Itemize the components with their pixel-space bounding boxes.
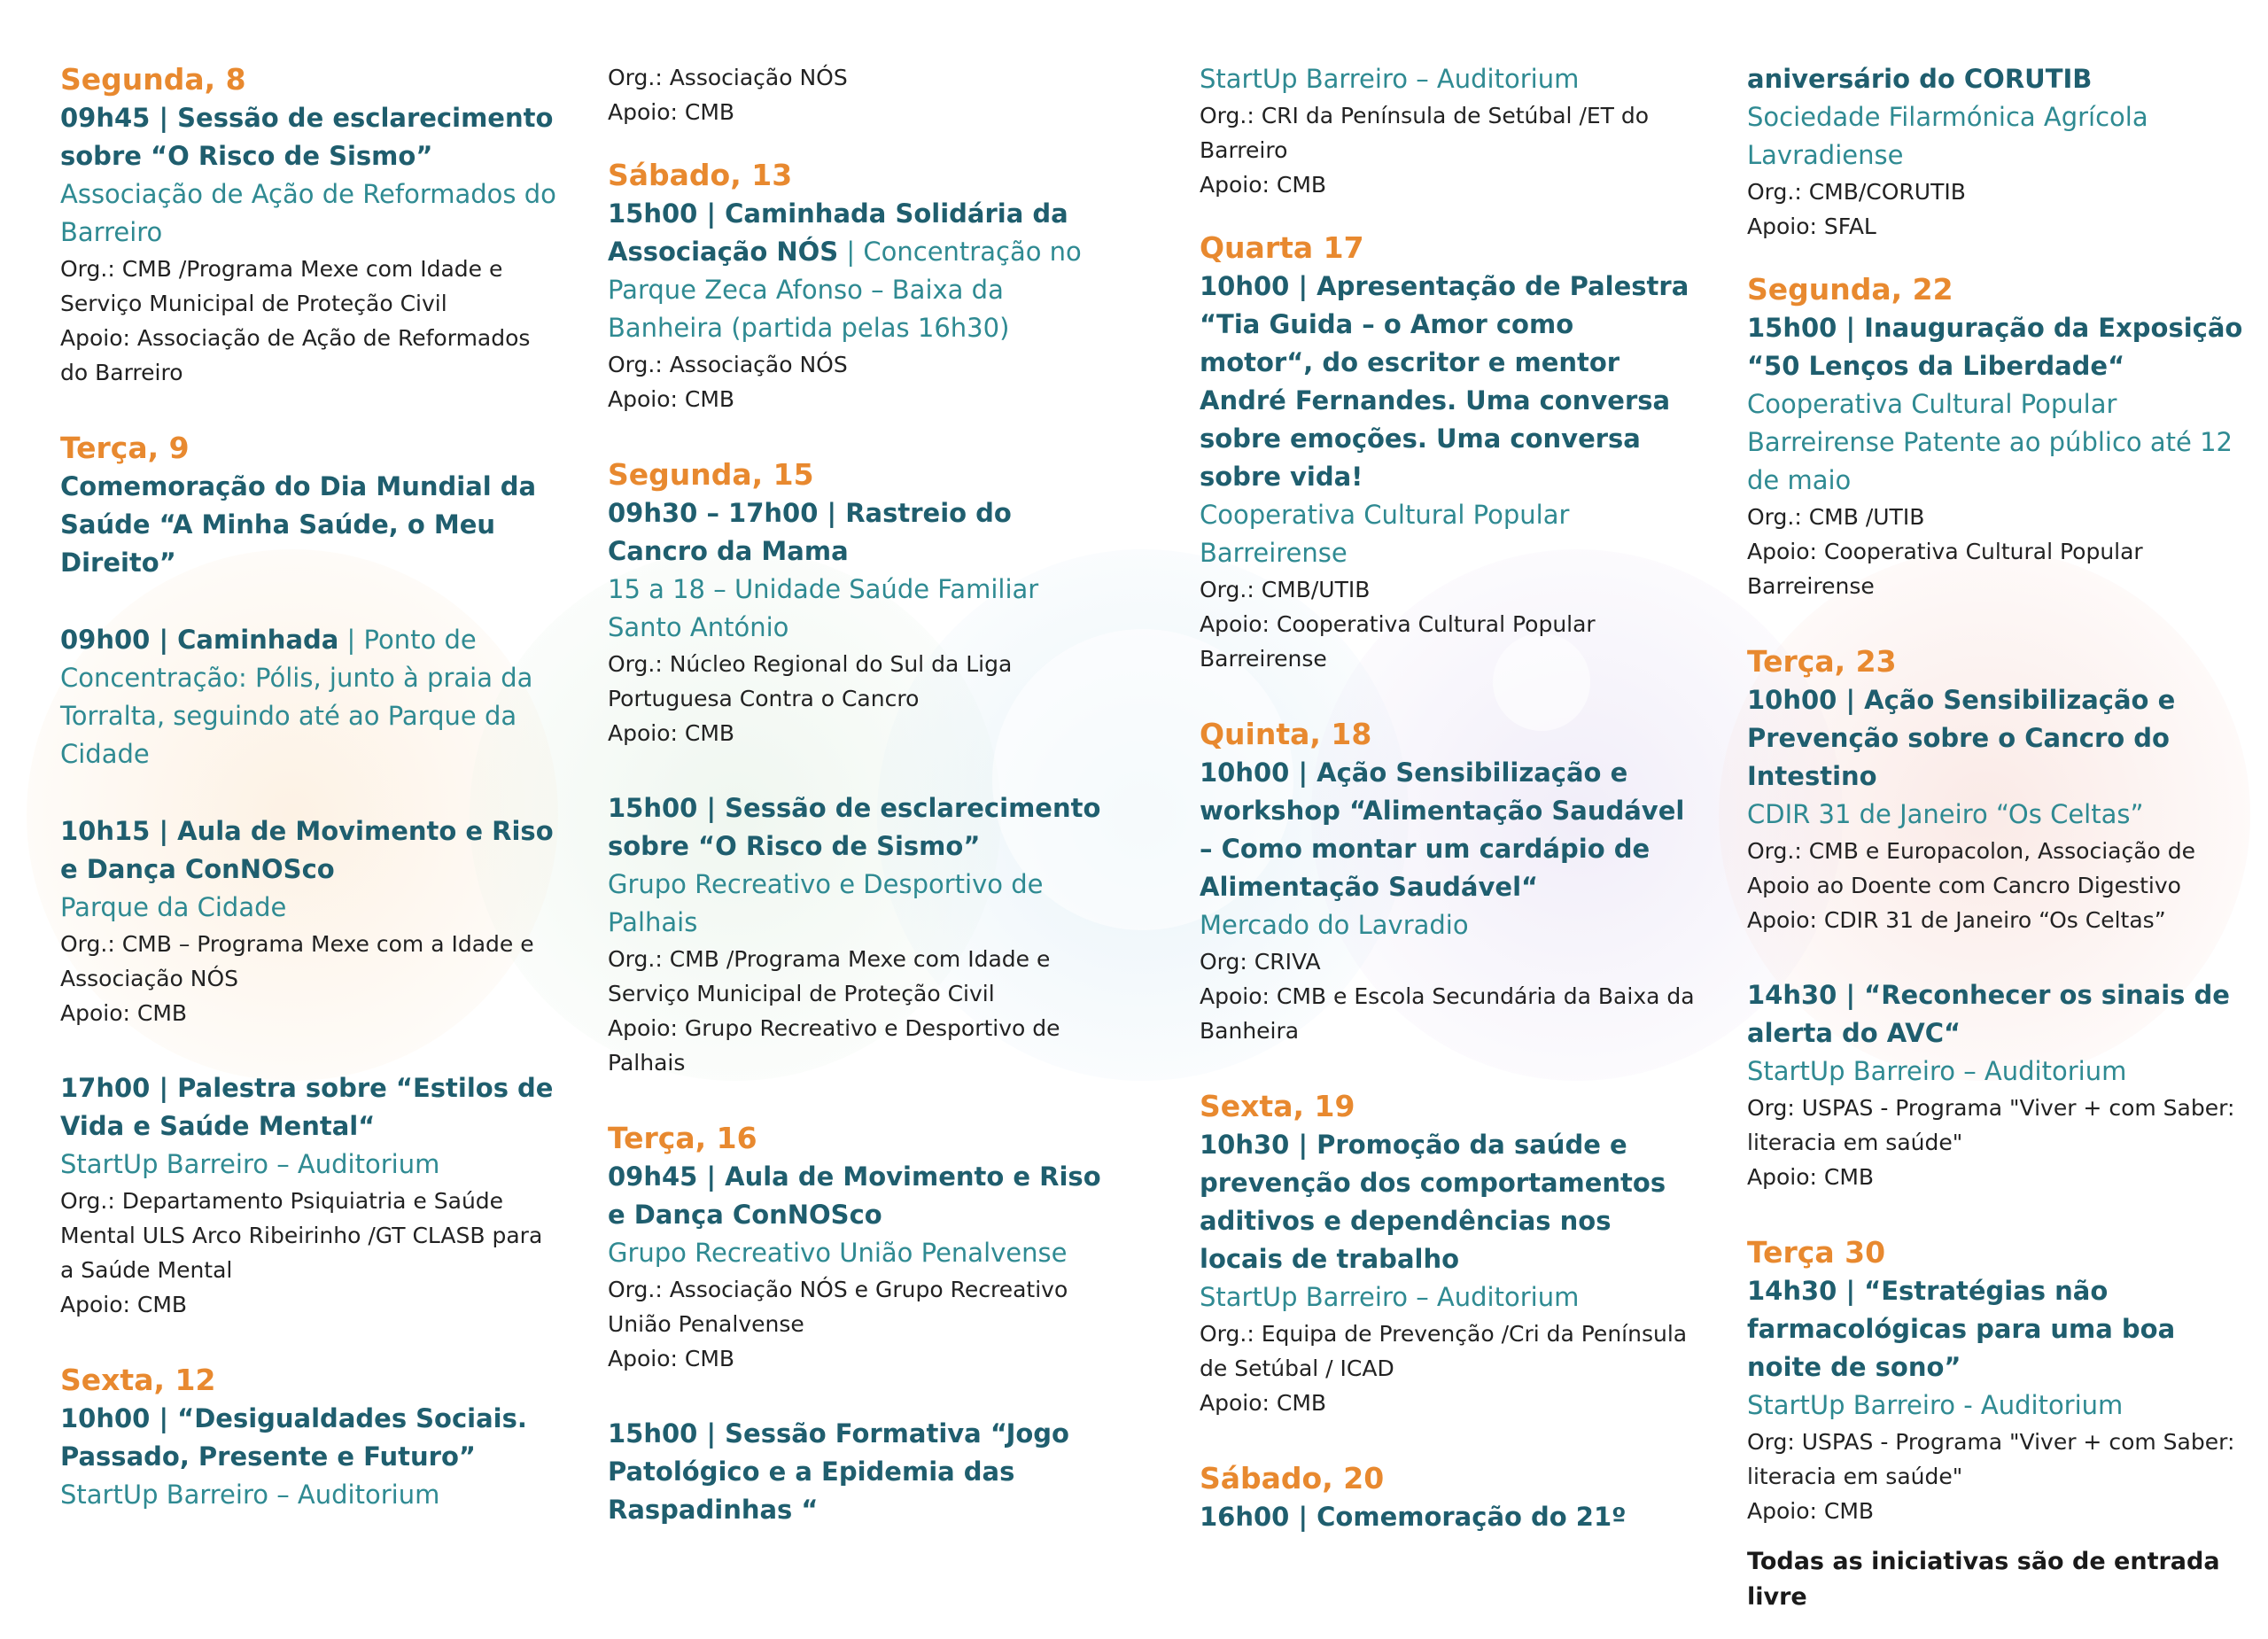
day-heading: Terça, 23 [1747,644,1897,679]
event-title-with-venue [60,621,556,773]
event-venue: CDIR 31 de Janeiro “Os Celtas” [1747,799,2144,829]
event-title: 09h30 – 17h00 | Rastreio do Cancro da Mama [608,498,1012,566]
event-support: Apoio: Cooperativa Cultural Popular Barreirense [1200,611,1596,672]
event-org: Org: USPAS - Programa "Viver + com Saber: literacia em saúde" [1747,1429,2235,1489]
event-org: Org.: Equipa de Prevenção /Cri da Península de Setúbal / ICAD [1200,1321,1688,1381]
day-heading: Quinta, 18 [1200,717,1372,751]
event-org: Org.: CMB /Programa Mexe com Idade e Serviço Municipal de Proteção Civil [60,256,503,316]
event-block [1747,976,2243,1194]
event-venue: StartUp Barreiro – Auditorium [60,1480,440,1510]
event-support: Apoio: CMB [1747,1498,1875,1524]
day-heading: Sábado, 20 [1200,1461,1385,1495]
event-support: Apoio: CMB [1200,1390,1327,1416]
event-venue: Grupo Recreativo União Penalvense [608,1238,1068,1268]
event-support: Apoio: CDIR 31 de Janeiro “Os Celtas” [1747,907,2166,933]
event-title: 10h00 | “Desigualdades Sociais. Passado, Presente e Futuro” [60,1403,527,1472]
event-block [608,789,1104,1080]
event-block [608,156,1104,416]
column-1 [60,60,556,1553]
event-title: 10h00 | Ação Sensibilização e Prevenção sobre o Cancro do Intestino [1747,685,2176,791]
event-title: 10h00 | Apresentação de Palestra “Tia Guida – o Amor como motor“, do escritor e mentor André Fernandes. Uma conversa sobre emoções. Uma conversa sobre vida! [1200,271,1689,492]
event-org: Org.: CMB /UTIB [1747,504,1925,530]
event-org: Org: USPAS - Programa "Viver + com Saber: literacia em saúde" [1747,1095,2235,1155]
event-venue: 15 a 18 – Unidade Saúde Familiar Santo António [608,574,1039,642]
event-support: Apoio: CMB [1200,172,1327,198]
event-org: Org.: CRI da Península de Setúbal /ET do Barreiro [1200,103,1650,163]
event-org: Org.: Associação NÓS [608,352,848,377]
event-support: Apoio: CMB [60,1000,188,1026]
event-org: Org.: Departamento Psiquiatria e Saúde Mental ULS Arco Ribeirinho /GT CLASB para a Saúde Mental [60,1188,543,1283]
event-block [608,1119,1104,1376]
event-org: Org.: Associação NÓS e Grupo Recreativo União Penalvense [608,1277,1068,1337]
event-title: 09h45 | Aula de Movimento e Riso e Dança ConNOSco [608,1161,1101,1230]
day-heading: Terça, 9 [60,431,190,465]
event-block [1747,60,2243,244]
event-block [60,1361,556,1514]
event-venue: StartUp Barreiro - Auditorium [1747,1390,2124,1420]
event-venue: StartUp Barreiro – Auditorium [1200,1282,1580,1312]
event-block [60,1069,556,1322]
event-block [60,812,556,1030]
event-title: 14h30 | “Reconhecer os sinais de alerta do AVC“ [1747,980,2230,1048]
event-block [1200,1087,1696,1420]
event-venue: Cooperativa Cultural Popular Barreirense [1200,500,1570,568]
event-block [1747,270,2243,603]
event-venue: StartUp Barreiro – Auditorium [60,1149,440,1179]
day-heading: Sexta, 12 [60,1363,216,1397]
event-org: Org: CRIVA [1200,949,1321,975]
day-heading: Quarta 17 [1200,230,1364,265]
event-support: Apoio: CMB [608,99,735,125]
event-org: Org.: CMB/CORUTIB [1747,179,1966,205]
event-support: Apoio: CMB [1747,1164,1875,1190]
event-block [608,60,1104,129]
event-title-with-venue [1747,309,2243,500]
day-heading: Sexta, 19 [1200,1089,1355,1123]
event-block [1747,642,2243,937]
event-block [1200,715,1696,1048]
event-block [60,429,556,582]
event-venue: StartUp Barreiro – Auditorium [1747,1056,2127,1086]
day-heading: Segunda, 22 [1747,272,1953,307]
column-4 [1747,60,2243,1639]
event-venue: | Concentração no Parque Zeca Afonso – Baixa da Banheira (partida pelas 16h30) [608,237,1082,343]
event-org: Org.: CMB – Programa Mexe com a Idade e Associação NÓS [60,931,534,991]
event-title: 09h00 | Caminhada [60,625,339,655]
event-org: Org.: CMB/UTIB [1200,577,1371,602]
event-venue: Grupo Recreativo e Desportivo de Palhais [608,869,1044,937]
event-title: 16h00 | Comemoração do 21º [1200,1502,1627,1532]
column-3 [1200,60,1696,1575]
event-support: Apoio: CMB [608,1346,735,1371]
event-title: 15h00 | Inauguração da Exposição “50 Lenços da Liberdade“ [1747,313,2243,381]
event-title: Comemoração do Dia Mundial da Saúde “A Minha Saúde, o Meu Direito” [60,471,537,578]
event-title: 10h30 | Promoção da saúde e prevenção dos comportamentos aditivos e dependências nos locais de trabalho [1200,1130,1666,1274]
day-heading: Sábado, 13 [608,158,793,192]
event-title: aniversário do CORUTIB [1747,64,2093,94]
day-heading: Segunda, 15 [608,457,814,492]
event-support: Apoio: CMB [608,720,735,746]
event-support: Apoio: Cooperativa Cultural Popular Barreirense [1747,539,2143,599]
event-support: Apoio: CMB [608,386,735,412]
event-title: 15h00 | Caminhada Solidária da Associação NÓS [608,198,1068,267]
event-title: 09h45 | Sessão de esclarecimento sobre “O Risco de Sismo” [60,103,554,171]
event-block [608,1415,1104,1529]
event-title-with-venue [608,195,1104,347]
event-title: 10h00 | Ação Sensibilização e workshop “Alimentação Saudável – Como montar um cardápio de Alimentação Saudável“ [1200,757,1685,902]
event-venue: Parque da Cidade [60,892,287,922]
event-title: 10h15 | Aula de Movimento e Riso e Dança ConNOSco [60,816,554,884]
event-venue: Sociedade Filarmónica Agrícola Lavradiense [1747,102,2148,170]
event-org: Org.: Associação NÓS [608,65,848,90]
event-block [1200,60,1696,202]
event-org: Org.: CMB /Programa Mexe com Idade e Serviço Municipal de Proteção Civil [608,946,1051,1006]
event-block [608,455,1104,750]
event-venue: Cooperativa Cultural Popular Barreirense Patente ao público até 12 de maio [1747,389,2233,495]
column-2 [608,60,1104,1568]
event-support: Apoio: CMB e Escola Secundária da Baixa da Banheira [1200,983,1695,1044]
event-support: Apoio: CMB [60,1292,188,1317]
event-title: 15h00 | Sessão de esclarecimento sobre “O Risco de Sismo” [608,793,1101,861]
free-entry-note: Todas as iniciativas são de entrada livre [1747,1548,2220,1611]
event-title: 14h30 | “Estratégias não farmacológicas para uma boa noite de sono” [1747,1276,2176,1382]
event-title-with-venue [60,1400,556,1514]
event-venue: Associação de Ação de Reformados do Barreiro [60,179,556,247]
event-block [60,60,556,390]
event-title: 15h00 | Sessão Formativa “Jogo Patológico e a Epidemia das Raspadinhas “ [608,1418,1069,1525]
event-org: Org.: CMB e Europacolon, Associação de Apoio ao Doente com Cancro Digestivo [1747,838,2196,898]
event-venue: Mercado do Lavradio [1200,910,1469,940]
event-venue: | Ponto de Concentração: Pólis, junto à praia da Torralta, seguindo até ao Parque da Cidade [60,625,533,769]
event-block [1200,229,1696,676]
event-block [1200,1459,1696,1536]
event-block [1747,1233,2243,1528]
event-block [60,621,556,773]
event-support: Apoio: SFAL [1747,214,1876,239]
event-org: Org.: Núcleo Regional do Sul da Liga Portuguesa Contra o Cancro [608,651,1013,711]
event-title: 17h00 | Palestra sobre “Estilos de Vida e Saúde Mental“ [60,1073,554,1141]
day-heading: Segunda, 8 [60,62,246,97]
event-support: Apoio: Associação de Ação de Reformados do Barreiro [60,325,531,385]
event-venue: StartUp Barreiro – Auditorium [1200,64,1580,94]
day-heading: Terça, 16 [608,1121,757,1155]
event-support: Apoio: Grupo Recreativo e Desportivo de Palhais [608,1015,1060,1076]
day-heading: Terça 30 [1747,1235,1886,1270]
